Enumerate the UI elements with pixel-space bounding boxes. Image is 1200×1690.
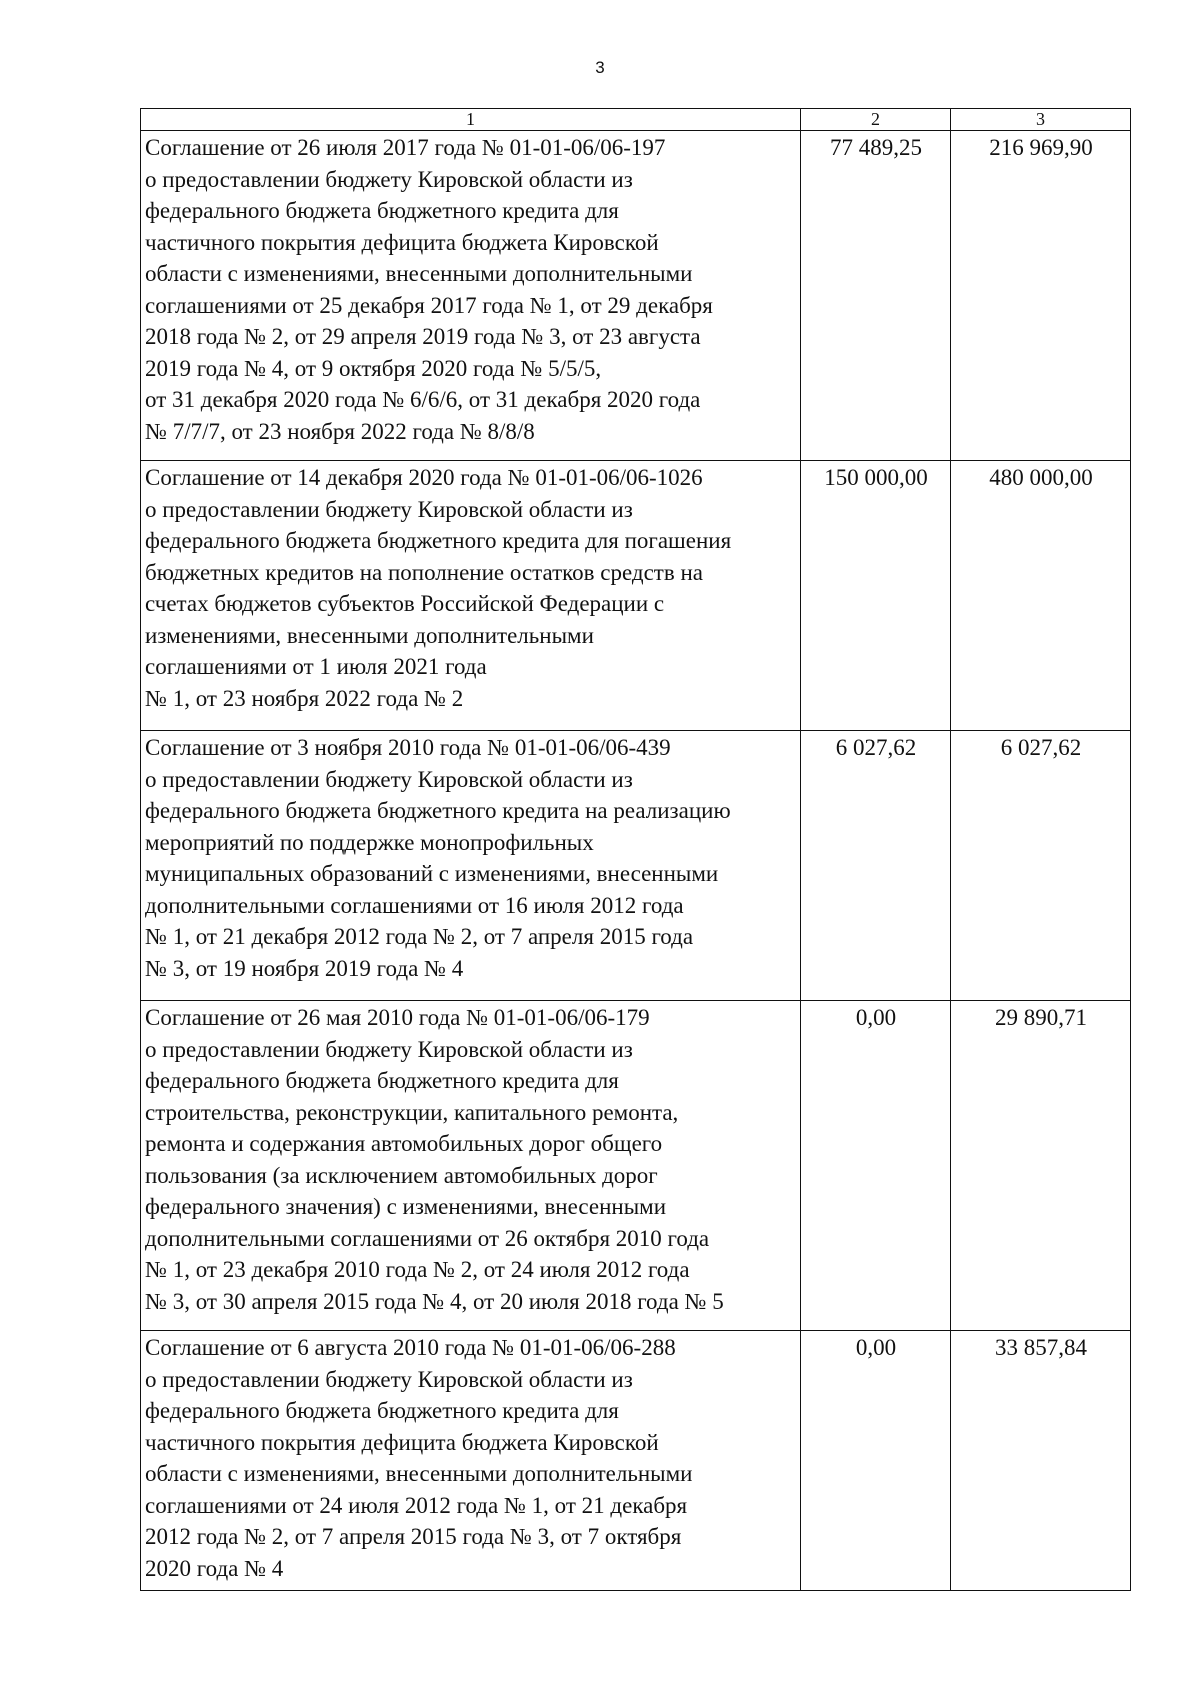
description-line: федерального бюджета бюджетного кредита для: [145, 1398, 619, 1423]
header-row: [141, 109, 1131, 131]
description-line: изменениями, внесенными дополнительными: [145, 622, 594, 648]
description-line: Соглашение от 6 августа 2010 года № 01-01-06/06-288: [145, 1335, 676, 1360]
header-col-1: 1: [141, 109, 801, 131]
agreement-description: [141, 1331, 801, 1591]
description-line: муниципальных образований с изменениями, внесенными: [145, 861, 719, 886]
header-col-3: 3: [951, 109, 1131, 131]
description-line: частичного покрытия дефицита бюджета Кировской: [145, 229, 659, 255]
description-line: области с изменениями, внесенными дополнительными: [145, 1461, 693, 1486]
amount-col-3: 216 969,90: [951, 131, 1131, 461]
description-line: области с изменениями, внесенными дополнительными: [145, 261, 693, 286]
description-line: № 3, от 19 ноября 2019 года № 4: [145, 955, 464, 981]
description-line: о предоставлении бюджету Кировской области из: [145, 1366, 633, 1392]
description-line: от 31 декабря 2020 года № 6/6/6, от 31 декабря 2020 года: [145, 387, 701, 412]
description-line: федерального бюджета бюджетного кредита для: [145, 1068, 619, 1093]
description-line: 2019 года № 4, от 9 октября 2020 года № 5/5/5,: [145, 355, 602, 381]
description-line: Соглашение от 3 ноября 2010 года № 01-01-06/06-439: [145, 735, 671, 760]
description-line: о предоставлении бюджету Кировской области из: [145, 496, 633, 522]
amount-col-2: 6 027,62: [801, 731, 951, 1001]
description-line: соглашениями от 25 декабря 2017 года № 1, от 29 декабря: [145, 292, 713, 318]
description-line: № 7/7/7, от 23 ноября 2022 года № 8/8/8: [145, 418, 535, 444]
agreements-table: [140, 108, 1131, 1591]
description-line: федерального бюджета бюджетного кредита для: [145, 198, 619, 223]
header-col-2: 2: [801, 109, 951, 131]
description-line: Соглашение от 26 мая 2010 года № 01-01-06/06-179: [145, 1005, 650, 1030]
amount-col-3: 6 027,62: [951, 731, 1131, 1001]
table-row: [141, 461, 1131, 731]
amount-col-3: 33 857,84: [951, 1331, 1131, 1591]
description-line: пользования (за исключением автомобильных дорог: [145, 1162, 658, 1188]
table-row: [141, 731, 1131, 1001]
description-line: соглашениями от 24 июля 2012 года № 1, от 21 декабря: [145, 1492, 688, 1518]
description-line: мероприятий по поддержке монопрофильных: [145, 829, 594, 855]
description-line: федерального значения) с изменениями, внесенными: [145, 1194, 667, 1219]
description-line: бюджетных кредитов на пополнение остатков средств на: [145, 559, 703, 585]
description-line: № 1, от 23 декабря 2010 года № 2, от 24 июля 2012 года: [145, 1257, 690, 1282]
agreement-description: [141, 461, 801, 731]
description-line: 2018 года № 2, от 29 апреля 2019 года № 3, от 23 августа: [145, 324, 701, 349]
amount-col-3: 29 890,71: [951, 1001, 1131, 1331]
description-line: Соглашение от 14 декабря 2020 года № 01-01-06/06-1026: [145, 465, 703, 490]
description-line: строительства, реконструкции, капитального ремонта,: [145, 1099, 679, 1125]
agreement-description: [141, 731, 801, 1001]
table-row: [141, 131, 1131, 461]
agreement-description: [141, 1001, 801, 1331]
description-line: счетах бюджетов субъектов Российской Федерации с: [145, 591, 665, 616]
description-line: дополнительными соглашениями от 16 июля 2012 года: [145, 892, 684, 918]
description-line: о предоставлении бюджету Кировской области из: [145, 166, 633, 192]
table-row: [141, 1331, 1131, 1591]
description-line: частичного покрытия дефицита бюджета Кировской: [145, 1429, 659, 1455]
description-line: соглашениями от 1 июля 2021 года: [145, 654, 487, 679]
amount-col-2: 0,00: [801, 1331, 951, 1591]
description-line: № 1, от 21 декабря 2012 года № 2, от 7 апреля 2015 года: [145, 924, 694, 949]
agreement-description: [141, 131, 801, 461]
description-line: федерального бюджета бюджетного кредита для погашения: [145, 528, 732, 553]
amount-col-3: 480 000,00: [951, 461, 1131, 731]
table-row: [141, 1001, 1131, 1331]
description-line: о предоставлении бюджету Кировской области из: [145, 766, 633, 792]
description-line: № 3, от 30 апреля 2015 года № 4, от 20 июля 2018 года № 5: [145, 1288, 724, 1314]
amount-col-2: 0,00: [801, 1001, 951, 1331]
description-line: Соглашение от 26 июля 2017 года № 01-01-06/06-197: [145, 135, 666, 160]
description-line: о предоставлении бюджету Кировской области из: [145, 1036, 633, 1062]
page-number: 3: [595, 58, 605, 77]
amount-col-2: 150 000,00: [801, 461, 951, 731]
description-line: № 1, от 23 ноября 2022 года № 2: [145, 685, 464, 711]
description-line: 2012 года № 2, от 7 апреля 2015 года № 3, от 7 октября: [145, 1524, 682, 1549]
amount-col-2: 77 489,25: [801, 131, 951, 461]
description-line: 2020 года № 4: [145, 1555, 284, 1581]
description-line: федерального бюджета бюджетного кредита на реализацию: [145, 798, 731, 823]
description-line: ремонта и содержания автомобильных дорог общего: [145, 1131, 663, 1156]
description-line: дополнительными соглашениями от 26 октября 2010 года: [145, 1225, 710, 1251]
